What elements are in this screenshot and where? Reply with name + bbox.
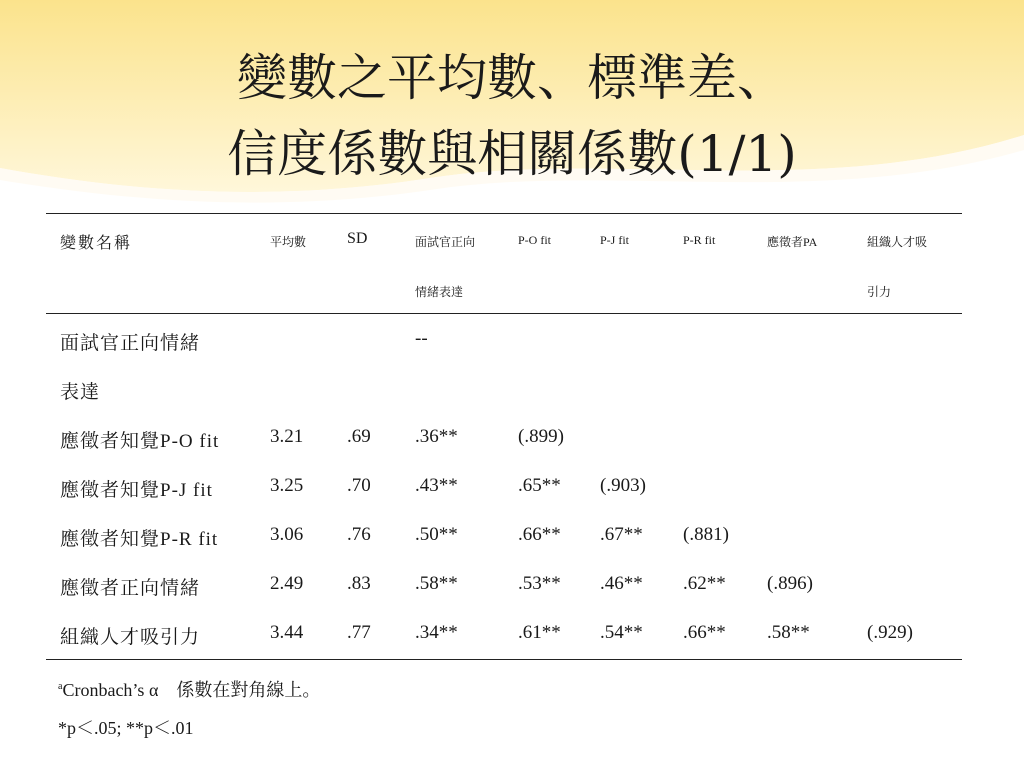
header-po-fit: P-O fit	[518, 233, 551, 247]
header-mean: 平均數	[270, 235, 307, 249]
table-top-rule	[46, 213, 962, 214]
header-pr-fit: P-R fit	[683, 233, 716, 247]
cell-interviewer-pa: --	[415, 328, 428, 349]
cell-pj-fit: (.903)	[600, 475, 646, 496]
cell-sd: .76	[347, 524, 371, 545]
row-variable-name: 組織人才吸引力	[60, 627, 201, 648]
cell-applicant-pa: .58**	[767, 622, 810, 643]
cell-applicant-pa: (.896)	[767, 573, 813, 594]
row-variable-name: 面試官正向情緒	[60, 333, 201, 354]
cell-interviewer-pa: .58**	[415, 573, 458, 594]
cell-mean: 3.21	[270, 426, 304, 447]
cell-mean: 2.49	[270, 573, 304, 594]
cell-sd: .69	[347, 426, 371, 447]
cell-po-fit: .61**	[518, 622, 561, 643]
cell-sd: .77	[347, 622, 371, 643]
note-superscript-a: a	[58, 681, 63, 692]
header-pj-fit: P-J fit	[600, 233, 630, 247]
cell-pj-fit: .46**	[600, 573, 643, 594]
cell-po-fit: (.899)	[518, 426, 564, 447]
cell-pj-fit: .67**	[600, 524, 643, 545]
cell-pr-fit: .66**	[683, 622, 726, 643]
note-reliability-text: Cronbach’s α 係數在對角線上。	[62, 680, 321, 700]
cell-po-fit: .65**	[518, 475, 561, 496]
cell-sd: .83	[347, 573, 371, 594]
cell-pr-fit: (.881)	[683, 524, 729, 545]
cell-interviewer-pa: .50**	[415, 524, 458, 545]
header-attraction-line2: 引力	[867, 285, 892, 299]
cell-mean: 3.06	[270, 524, 304, 545]
header-sd: SD	[347, 230, 368, 247]
slide-title-line-1: 變數之平均數、標準差、	[237, 49, 787, 107]
cell-mean: 3.44	[270, 622, 304, 643]
slide-title-line-2: 信度係數與相關係數(1/1)	[227, 125, 797, 183]
cell-pr-fit: .62**	[683, 573, 726, 594]
header-applicant-pa: 應徵者PA	[767, 235, 818, 249]
table-bottom-rule	[46, 659, 962, 660]
cell-mean: 3.25	[270, 475, 304, 496]
cell-sd: .70	[347, 475, 371, 496]
table-note-reliability	[58, 676, 320, 702]
table-header-rule	[46, 313, 962, 314]
cell-interviewer-pa: .34**	[415, 622, 458, 643]
row-variable-name: 應徵者知覺P-J fit	[60, 480, 213, 501]
header-interviewer-pa-line1: 面試官正向	[415, 235, 476, 249]
cell-po-fit: .53**	[518, 573, 561, 594]
table-note-significance: *p＜.05; **p＜.01	[58, 718, 194, 738]
cell-attraction: (.929)	[867, 622, 913, 643]
cell-po-fit: .66**	[518, 524, 561, 545]
header-variable-name: 變數名稱	[60, 235, 133, 252]
cell-interviewer-pa: .43**	[415, 475, 458, 496]
row-variable-name: 應徵者知覺P-O fit	[60, 431, 220, 452]
cell-interviewer-pa: .36**	[415, 426, 458, 447]
row-variable-name: 應徵者知覺P-R fit	[60, 529, 219, 550]
row-variable-name: 應徵者正向情緒	[60, 578, 201, 599]
header-interviewer-pa-line2: 情緒表達	[415, 285, 464, 299]
header-attraction-line1: 組織人才吸	[867, 235, 928, 249]
slide-title	[0, 40, 1024, 192]
row-variable-name-cont: 表達	[60, 382, 101, 403]
cell-pj-fit: .54**	[600, 622, 643, 643]
